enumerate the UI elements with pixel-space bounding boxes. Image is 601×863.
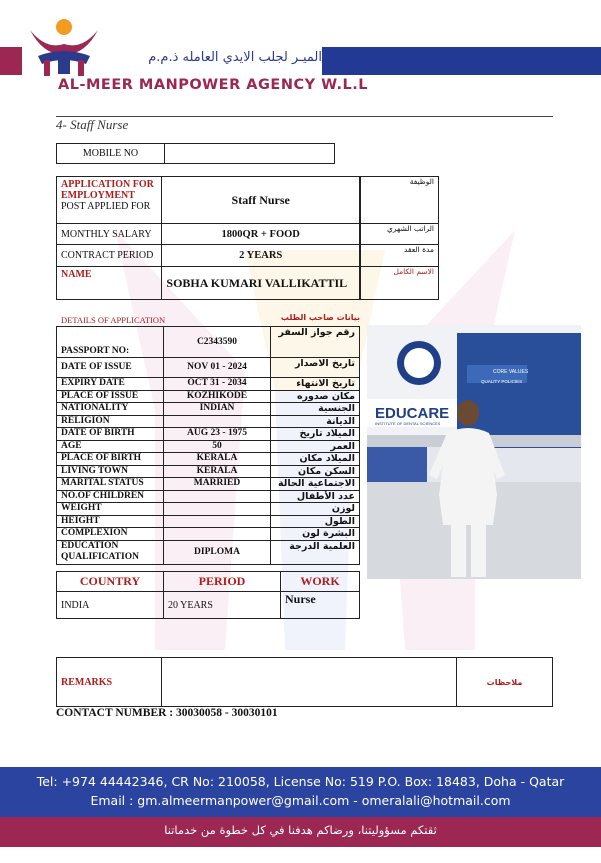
- details-arabic-label: البشرة لون: [271, 528, 360, 541]
- application-arabic-table: [360, 176, 439, 300]
- details-arabic-label: السكن مكان: [271, 465, 360, 478]
- details-value: INDIAN: [164, 403, 271, 416]
- details-row: [57, 540, 360, 564]
- details-value: 50: [164, 440, 271, 453]
- salary-label: MONTHLY SALARY: [57, 224, 162, 245]
- applicant-photo-image: [367, 325, 581, 579]
- experience-header-work: WORK: [281, 572, 360, 592]
- experience-header-country: COUNTRY: [57, 572, 164, 592]
- experience-country: INDIA: [57, 592, 164, 619]
- remarks-label: REMARKS: [57, 658, 162, 707]
- details-label: EDUCATION QUALIFICATION: [57, 540, 164, 564]
- details-arabic-label: العلمية الدرجة: [271, 540, 360, 564]
- photo-sign-text: EDUCARE: [375, 405, 450, 422]
- details-value: KOZHIKODE: [164, 390, 271, 403]
- details-value: [164, 528, 271, 541]
- footer-email-line: Email : gm.almeermanpower@gmail.com - omeralali@hotmail.com: [90, 793, 511, 808]
- details-value: KERALA: [164, 465, 271, 478]
- details-value: OCT 31 - 2034: [164, 378, 271, 391]
- details-label: HEIGHT: [57, 515, 164, 528]
- details-row: [57, 378, 360, 391]
- details-row: [57, 528, 360, 541]
- photo-sign-subtext: INSTITUTE OF DENTAL SCIENCES: [375, 421, 441, 426]
- post-applied-arabic-label: الوظيفة: [361, 177, 439, 224]
- details-row: [57, 440, 360, 453]
- details-arabic-label: العمر: [271, 440, 360, 453]
- salary-arabic-label: الراتب الشهري: [361, 224, 439, 245]
- name-value: SOBHA KUMARI VALLIKATTIL: [162, 267, 360, 300]
- details-value: AUG 23 - 1975: [164, 428, 271, 441]
- details-row: [57, 415, 360, 428]
- details-row: [57, 358, 360, 378]
- remarks-value: [162, 658, 457, 707]
- details-label: DATE OF ISSUE: [57, 358, 164, 378]
- details-label: NATIONALITY: [57, 403, 164, 416]
- contract-value: 2 YEARS: [162, 245, 360, 267]
- details-label: DATE OF BIRTH: [57, 428, 164, 441]
- remarks-table: [56, 657, 553, 707]
- details-label: COMPLEXION: [57, 528, 164, 541]
- details-label: PLACE OF BIRTH: [57, 453, 164, 466]
- details-label: MARITAL STATUS: [57, 478, 164, 491]
- experience-work: Nurse: [281, 592, 360, 619]
- header-accent-bar-left: [0, 47, 22, 75]
- name-arabic-label: الاسم الكامل: [361, 267, 439, 300]
- details-arabic-label: الاجتماعية الحالة: [271, 478, 360, 491]
- details-row: [57, 478, 360, 491]
- applicant-photo: [367, 325, 581, 579]
- details-heading-arabic: بيانات صاحب الطلب: [280, 313, 360, 322]
- details-arabic-label: الميلاد مكان: [271, 453, 360, 466]
- company-logo-icon: [24, 16, 104, 78]
- details-arabic-label: تاريخ الاصدار: [271, 358, 360, 378]
- mobile-value: [165, 144, 335, 164]
- details-table: [56, 326, 360, 565]
- name-label: NAME: [57, 267, 162, 300]
- photo-panel-text: CORE VALUES: [493, 369, 529, 375]
- details-arabic-label: عدد الأطفال: [271, 490, 360, 503]
- application-table: [56, 176, 360, 300]
- mobile-table: [56, 143, 335, 164]
- mobile-label: MOBILE NO: [57, 144, 165, 164]
- details-arabic-label: تاريخ الانتهاء: [271, 378, 360, 391]
- details-row: [57, 490, 360, 503]
- details-row: [57, 515, 360, 528]
- details-row: [57, 465, 360, 478]
- details-arabic-label: الديانة: [271, 415, 360, 428]
- experience-table: [56, 571, 360, 619]
- details-label: AGE: [57, 440, 164, 453]
- details-value: [164, 415, 271, 428]
- footer-phone-line: Tel: +974 44442346, CR No: 210058, License No: 519 P.O. Box: 18483, Doha - Qatar: [36, 774, 565, 789]
- details-label: EXPIRY DATE: [57, 378, 164, 391]
- document-reference-title: 4- Staff Nurse: [56, 117, 129, 132]
- details-arabic-label: الجنسية: [271, 403, 360, 416]
- details-arabic-label: مكان صدوره: [271, 390, 360, 403]
- post-applied-value: Staff Nurse: [162, 177, 360, 224]
- details-value: DIPLOMA: [164, 540, 271, 564]
- details-row: [57, 503, 360, 516]
- details-value: [164, 490, 271, 503]
- details-value: NOV 01 - 2024: [164, 358, 271, 378]
- experience-header-period: PERIOD: [164, 572, 281, 592]
- details-label: RELIGION: [57, 415, 164, 428]
- details-row: [57, 453, 360, 466]
- application-label: APPLICATION FOR EMPLOYMENT: [61, 179, 154, 201]
- salary-value: 1800QR + FOOD: [162, 224, 360, 245]
- photo-panel-subtext: QUALITY POLICIES: [481, 379, 523, 384]
- company-name-arabic: الميـر لجلب الايدي العامله ذ.م.م: [148, 50, 322, 65]
- company-name-english: AL-MEER MANPOWER AGENCY W.L.L: [58, 77, 368, 93]
- details-label: PASSPORT NO:: [57, 327, 164, 358]
- details-arabic-label: لوزن: [271, 503, 360, 516]
- header-accent-bar-right: [322, 47, 601, 75]
- details-arabic-label: الميلاد تاريخ: [271, 428, 360, 441]
- details-label: NO.OF CHILDREN: [57, 490, 164, 503]
- experience-period: 20 YEARS: [164, 592, 281, 619]
- details-value: KERALA: [164, 453, 271, 466]
- details-heading: DETAILS OF APPLICATION: [61, 315, 166, 325]
- post-applied-label: POST APPLIED FOR: [61, 201, 151, 212]
- details-value: [164, 515, 271, 528]
- details-arabic-label: رقم جواز السفر: [271, 327, 360, 358]
- details-value: MARRIED: [164, 478, 271, 491]
- application-label-cell: [57, 177, 162, 224]
- details-row: [57, 428, 360, 441]
- details-row: [57, 403, 360, 416]
- details-value: [164, 503, 271, 516]
- details-label: PLACE OF ISSUE: [57, 390, 164, 403]
- contract-label: CONTRACT PERIOD: [57, 245, 162, 267]
- contract-arabic-label: مدة العقد: [361, 245, 439, 267]
- details-row: [57, 327, 360, 358]
- footer-slogan-arabic: ثقتكم مسؤوليتنا، ورضاكم هدفنا في كل خطوة من خدماتنا: [164, 823, 437, 837]
- remarks-arabic-label: ملاحظات: [457, 658, 553, 707]
- details-label: WEIGHT: [57, 503, 164, 516]
- details-arabic-label: الطول: [271, 515, 360, 528]
- contact-number: CONTACT NUMBER : 30030058 - 30030101: [56, 707, 278, 719]
- header-divider: [56, 116, 553, 117]
- details-label: LIVING TOWN: [57, 465, 164, 478]
- details-value: C2343590: [164, 327, 271, 358]
- details-row: [57, 390, 360, 403]
